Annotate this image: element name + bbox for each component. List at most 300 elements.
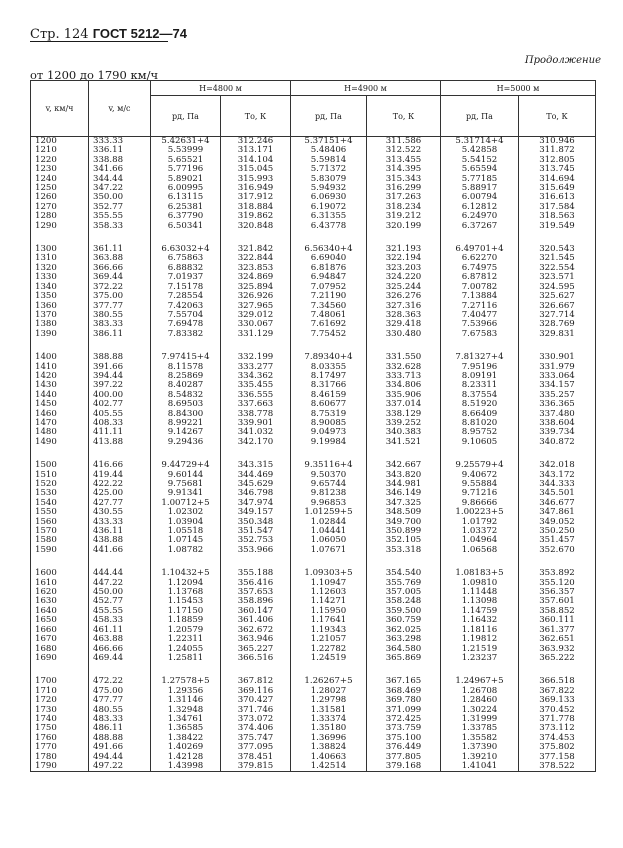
- cell-t-h4900: 368.469: [367, 687, 441, 696]
- cell-t-h4900: 342.667: [367, 461, 441, 470]
- cell-t-h4800: 327.965: [221, 302, 291, 311]
- cell-v-kmh: 1610: [31, 579, 89, 588]
- cell-v-kmh: 1320: [31, 264, 89, 273]
- header-rule: [30, 41, 168, 42]
- cell-v-kmh: 1420: [31, 372, 89, 381]
- table-row: [31, 438, 596, 447]
- cell-t-h4900: 365.869: [367, 654, 441, 663]
- cell-p-h4800: 1.08782: [151, 546, 221, 555]
- cell-p-h4900: 1.22782: [291, 645, 367, 654]
- cell-v-ms: 436.11: [89, 527, 151, 536]
- cell-p-h5000: 1.09810: [441, 579, 519, 588]
- cell-p-h4900: 1.09303+5: [291, 569, 367, 578]
- cell-p-h4900: 5.37151+4: [291, 137, 367, 147]
- cell-v-kmh: 1380: [31, 320, 89, 329]
- cell-t-h5000: 329.831: [519, 330, 596, 339]
- cell-v-kmh: 1690: [31, 654, 89, 663]
- cell-t-h5000: 323.571: [519, 273, 596, 282]
- cell-p-h5000: 8.95752: [441, 428, 519, 437]
- cell-p-h4800: 7.55704: [151, 311, 221, 320]
- cell-t-h4900: 343.820: [367, 471, 441, 480]
- cell-v-ms: 422.22: [89, 480, 151, 489]
- cell-p-h4900: 8.17497: [291, 372, 367, 381]
- cell-p-h4800: 8.40287: [151, 381, 221, 390]
- cell-p-h4800: 6.63032+4: [151, 245, 221, 254]
- cell-t-h4900: 360.759: [367, 616, 441, 625]
- header-p: pд, Па: [441, 96, 519, 137]
- cell-p-h5000: 1.39210: [441, 753, 519, 762]
- cell-t-h5000: 362.651: [519, 635, 596, 644]
- cell-t-h5000: 321.545: [519, 254, 596, 263]
- cell-t-h4800: 375.747: [221, 734, 291, 743]
- cell-p-h4900: 5.71372: [291, 165, 367, 174]
- cell-t-h4800: 335.455: [221, 381, 291, 390]
- cell-t-h4900: 376.449: [367, 743, 441, 752]
- cell-p-h4800: 1.40269: [151, 743, 221, 752]
- cell-p-h5000: 1.31999: [441, 715, 519, 724]
- cell-p-h4800: 1.36585: [151, 724, 221, 733]
- cell-p-h4800: 1.42128: [151, 753, 221, 762]
- cell-v-ms: 466.66: [89, 645, 151, 654]
- cell-v-kmh: 1780: [31, 753, 89, 762]
- cell-p-h4900: 7.89340+4: [291, 353, 367, 362]
- cell-p-h4900: 6.69040: [291, 254, 367, 263]
- gap-cell: [89, 447, 151, 461]
- cell-p-h4900: 1.42514: [291, 762, 367, 772]
- cell-p-h4900: 1.36996: [291, 734, 367, 743]
- cell-p-h5000: 1.26708: [441, 687, 519, 696]
- cell-t-h4800: 317.912: [221, 193, 291, 202]
- cell-p-h5000: 7.27116: [441, 302, 519, 311]
- cell-p-h4800: 5.89021: [151, 175, 221, 184]
- cell-p-h5000: 9.25579+4: [441, 461, 519, 470]
- cell-t-h4900: 372.425: [367, 715, 441, 724]
- cell-v-ms: 458.33: [89, 616, 151, 625]
- cell-t-h4900: 340.383: [367, 428, 441, 437]
- cell-t-h4800: 373.072: [221, 715, 291, 724]
- cell-v-ms: 469.44: [89, 654, 151, 663]
- cell-t-h5000: 352.670: [519, 546, 596, 555]
- cell-v-ms: 380.55: [89, 311, 151, 320]
- cell-t-h4900: 362.025: [367, 626, 441, 635]
- cell-t-h5000: 361.377: [519, 626, 596, 635]
- cell-t-h4900: 320.199: [367, 222, 441, 231]
- cell-p-h5000: 6.62270: [441, 254, 519, 263]
- cell-v-kmh: 1290: [31, 222, 89, 231]
- cell-v-kmh: 1400: [31, 353, 89, 362]
- cell-p-h4800: 5.77196: [151, 165, 221, 174]
- header-p: pд, Па: [291, 96, 367, 137]
- header-v-kmh: v, км/ч: [31, 81, 89, 137]
- cell-p-h5000: 1.23237: [441, 654, 519, 663]
- cell-t-h4800: 367.812: [221, 677, 291, 686]
- cell-p-h4900: 9.19984: [291, 438, 367, 447]
- cell-t-h5000: 342.018: [519, 461, 596, 470]
- cell-v-kmh: 1350: [31, 292, 89, 301]
- cell-t-h4900: 357.005: [367, 588, 441, 597]
- cell-t-h4800: 370.427: [221, 696, 291, 705]
- cell-v-ms: 447.22: [89, 579, 151, 588]
- cell-t-h4900: 327.316: [367, 302, 441, 311]
- cell-p-h4900: 7.75452: [291, 330, 367, 339]
- cell-t-h5000: 325.627: [519, 292, 596, 301]
- table-row: [31, 330, 596, 339]
- cell-t-h4900: 344.981: [367, 480, 441, 489]
- gap-cell: [291, 231, 367, 245]
- cell-p-h4900: 6.31355: [291, 212, 367, 221]
- cell-p-h4800: 5.53999: [151, 146, 221, 155]
- row-gap: [31, 663, 596, 677]
- cell-v-ms: 472.22: [89, 677, 151, 686]
- cell-t-h4800: 319.862: [221, 212, 291, 221]
- gap-cell: [221, 339, 291, 353]
- cell-t-h4900: 323.203: [367, 264, 441, 273]
- cell-t-h4900: 333.713: [367, 372, 441, 381]
- gap-cell: [367, 663, 441, 677]
- cell-v-ms: 461.11: [89, 626, 151, 635]
- cell-p-h5000: 1.08183+5: [441, 569, 519, 578]
- cell-v-ms: 425.00: [89, 489, 151, 498]
- cell-p-h4800: 1.18859: [151, 616, 221, 625]
- cell-v-ms: 438.88: [89, 536, 151, 545]
- cell-v-ms: 477.77: [89, 696, 151, 705]
- cell-v-ms: 391.66: [89, 363, 151, 372]
- cell-v-kmh: 1440: [31, 391, 89, 400]
- cell-p-h5000: 6.49701+4: [441, 245, 519, 254]
- cell-p-h4800: 6.13115: [151, 193, 221, 202]
- cell-v-kmh: 1250: [31, 184, 89, 193]
- cell-t-h4800: 339.901: [221, 419, 291, 428]
- cell-p-h5000: 8.81020: [441, 419, 519, 428]
- cell-p-h5000: 5.54152: [441, 156, 519, 165]
- cell-t-h4800: 323.853: [221, 264, 291, 273]
- cell-t-h4900: 329.418: [367, 320, 441, 329]
- cell-t-h5000: 377.158: [519, 753, 596, 762]
- cell-p-h5000: 1.03372: [441, 527, 519, 536]
- gap-cell: [221, 231, 291, 245]
- cell-p-h4900: 8.60677: [291, 400, 367, 409]
- cell-p-h5000: 5.42858: [441, 146, 519, 155]
- cell-p-h5000: 1.28460: [441, 696, 519, 705]
- cell-t-h4800: 312.246: [221, 137, 291, 147]
- cell-t-h4900: 373.759: [367, 724, 441, 733]
- cell-p-h4900: 1.17641: [291, 616, 367, 625]
- cell-p-h4800: 8.25869: [151, 372, 221, 381]
- cell-t-h4900: 364.580: [367, 645, 441, 654]
- cell-v-kmh: 1390: [31, 330, 89, 339]
- cell-v-kmh: 1590: [31, 546, 89, 555]
- cell-t-h5000: 346.677: [519, 499, 596, 508]
- cell-t-h5000: 330.901: [519, 353, 596, 362]
- cell-p-h4900: 6.19072: [291, 203, 367, 212]
- cell-v-ms: 475.00: [89, 687, 151, 696]
- cell-t-h4900: 321.193: [367, 245, 441, 254]
- cell-p-h4900: 5.94932: [291, 184, 367, 193]
- cell-p-h4900: 1.02844: [291, 518, 367, 527]
- cell-p-h4800: 6.88832: [151, 264, 221, 273]
- cell-t-h4800: 333.277: [221, 363, 291, 372]
- cell-v-kmh: 1220: [31, 156, 89, 165]
- cell-p-h5000: 6.00794: [441, 193, 519, 202]
- cell-t-h4900: 363.298: [367, 635, 441, 644]
- gap-cell: [441, 339, 519, 353]
- cell-p-h4900: 7.07952: [291, 283, 367, 292]
- row-gap: [31, 231, 596, 245]
- cell-p-h4800: 1.02302: [151, 508, 221, 517]
- cell-t-h5000: 314.694: [519, 175, 596, 184]
- cell-t-h4800: 318.884: [221, 203, 291, 212]
- cell-v-ms: 408.33: [89, 419, 151, 428]
- cell-v-kmh: 1470: [31, 419, 89, 428]
- cell-p-h4900: 7.48061: [291, 311, 367, 320]
- cell-t-h4800: 344.469: [221, 471, 291, 480]
- cell-t-h5000: 310.946: [519, 137, 596, 147]
- cell-p-h4800: 9.91341: [151, 489, 221, 498]
- cell-v-kmh: 1580: [31, 536, 89, 545]
- cell-t-h4800: 356.416: [221, 579, 291, 588]
- cell-v-kmh: 1680: [31, 645, 89, 654]
- cell-t-h4900: 347.325: [367, 499, 441, 508]
- cell-v-ms: 341.66: [89, 165, 151, 174]
- cell-p-h4900: 1.38824: [291, 743, 367, 752]
- cell-p-h4900: 6.81876: [291, 264, 367, 273]
- cell-v-ms: 450.00: [89, 588, 151, 597]
- cell-v-kmh: 1550: [31, 508, 89, 517]
- cell-t-h4800: 330.067: [221, 320, 291, 329]
- cell-p-h5000: 1.04964: [441, 536, 519, 545]
- cell-p-h4800: 7.69478: [151, 320, 221, 329]
- cell-t-h4900: 379.168: [367, 762, 441, 772]
- cell-v-ms: 419.44: [89, 471, 151, 480]
- cell-p-h4800: 5.42631+4: [151, 137, 221, 147]
- cell-v-kmh: 1240: [31, 175, 89, 184]
- cell-t-h5000: 335.257: [519, 391, 596, 400]
- cell-p-h4800: 1.22311: [151, 635, 221, 644]
- cell-v-kmh: 1560: [31, 518, 89, 527]
- cell-p-h4900: 9.04973: [291, 428, 367, 437]
- cell-t-h4800: 315.045: [221, 165, 291, 174]
- cell-p-h5000: 7.53966: [441, 320, 519, 329]
- table-row: [31, 222, 596, 231]
- cell-p-h5000: 7.95196: [441, 363, 519, 372]
- cell-v-kmh: 1480: [31, 428, 89, 437]
- atmosphere-table: [30, 80, 596, 772]
- cell-t-h4800: 379.815: [221, 762, 291, 772]
- gap-cell: [291, 663, 367, 677]
- cell-t-h5000: 371.778: [519, 715, 596, 724]
- cell-p-h4800: 6.75863: [151, 254, 221, 263]
- cell-t-h4900: 348.509: [367, 508, 441, 517]
- cell-p-h4900: 8.46159: [291, 391, 367, 400]
- cell-v-ms: 427.77: [89, 499, 151, 508]
- gap-cell: [151, 447, 221, 461]
- cell-p-h4900: 1.07671: [291, 546, 367, 555]
- cell-v-ms: 413.88: [89, 438, 151, 447]
- cell-t-h4900: 313.455: [367, 156, 441, 165]
- cell-t-h4900: 314.395: [367, 165, 441, 174]
- cell-t-h4800: 360.147: [221, 607, 291, 616]
- cell-p-h4800: 1.20579: [151, 626, 221, 635]
- cell-t-h4800: 332.199: [221, 353, 291, 362]
- cell-t-h4800: 337.663: [221, 400, 291, 409]
- cell-p-h4900: 1.10947: [291, 579, 367, 588]
- cell-t-h4800: 313.171: [221, 146, 291, 155]
- cell-v-ms: 494.44: [89, 753, 151, 762]
- cell-p-h4900: 6.56340+4: [291, 245, 367, 254]
- cell-v-ms: 397.22: [89, 381, 151, 390]
- header-group-h4900: H=4900 м: [291, 81, 441, 96]
- cell-p-h4800: 1.34761: [151, 715, 221, 724]
- cell-p-h4900: 1.24519: [291, 654, 367, 663]
- cell-t-h4800: 343.315: [221, 461, 291, 470]
- cell-p-h5000: 1.30224: [441, 706, 519, 715]
- cell-v-ms: 383.33: [89, 320, 151, 329]
- cell-p-h4900: 9.35116+4: [291, 461, 367, 470]
- cell-t-h4800: 378.451: [221, 753, 291, 762]
- cell-p-h4800: 1.38422: [151, 734, 221, 743]
- gap-cell: [31, 555, 89, 569]
- cell-v-ms: 497.22: [89, 762, 151, 772]
- cell-t-h4800: 371.746: [221, 706, 291, 715]
- cell-p-h4900: 1.04441: [291, 527, 367, 536]
- cell-v-kmh: 1540: [31, 499, 89, 508]
- gap-cell: [31, 339, 89, 353]
- cell-t-h5000: 363.932: [519, 645, 596, 654]
- cell-p-h4800: 1.43998: [151, 762, 221, 772]
- cell-v-kmh: 1280: [31, 212, 89, 221]
- cell-t-h4800: 349.157: [221, 508, 291, 517]
- table-row: [31, 762, 596, 772]
- cell-p-h4800: 9.60144: [151, 471, 221, 480]
- cell-p-h4800: 1.29356: [151, 687, 221, 696]
- cell-p-h5000: 1.18116: [441, 626, 519, 635]
- cell-t-h4900: 350.899: [367, 527, 441, 536]
- cell-v-ms: 369.44: [89, 273, 151, 282]
- cell-t-h5000: 357.601: [519, 597, 596, 606]
- cell-p-h4800: 7.97415+4: [151, 353, 221, 362]
- cell-t-h4900: 337.014: [367, 400, 441, 409]
- cell-t-h5000: 347.861: [519, 508, 596, 517]
- cell-t-h4800: 336.555: [221, 391, 291, 400]
- cell-v-kmh: 1660: [31, 626, 89, 635]
- cell-v-kmh: 1200: [31, 137, 89, 147]
- cell-v-ms: 388.88: [89, 353, 151, 362]
- cell-v-ms: 480.55: [89, 706, 151, 715]
- gap-cell: [291, 339, 367, 353]
- cell-v-ms: 344.44: [89, 175, 151, 184]
- cell-p-h4800: 1.10432+5: [151, 569, 221, 578]
- cell-p-h4900: 1.21057: [291, 635, 367, 644]
- cell-t-h4800: 325.894: [221, 283, 291, 292]
- cell-v-kmh: 1630: [31, 597, 89, 606]
- cell-t-h4800: 346.798: [221, 489, 291, 498]
- cell-t-h4800: 350.348: [221, 518, 291, 527]
- cell-t-h5000: 331.979: [519, 363, 596, 372]
- cell-t-h4800: 358.896: [221, 597, 291, 606]
- cell-v-ms: 491.66: [89, 743, 151, 752]
- cell-v-ms: 352.77: [89, 203, 151, 212]
- cell-v-kmh: 1760: [31, 734, 89, 743]
- cell-t-h4900: 353.318: [367, 546, 441, 555]
- gap-cell: [31, 231, 89, 245]
- header-t: Tо, К: [519, 96, 596, 137]
- cell-p-h4900: 1.33374: [291, 715, 367, 724]
- cell-t-h4800: 355.188: [221, 569, 291, 578]
- cell-p-h5000: 5.88917: [441, 184, 519, 193]
- cell-p-h5000: 7.67583: [441, 330, 519, 339]
- cell-t-h5000: 322.554: [519, 264, 596, 273]
- gap-cell: [291, 555, 367, 569]
- cell-t-h5000: 375.802: [519, 743, 596, 752]
- cell-p-h4800: 1.31146: [151, 696, 221, 705]
- cell-v-kmh: 1720: [31, 696, 89, 705]
- cell-t-h4900: 367.165: [367, 677, 441, 686]
- cell-v-ms: 402.77: [89, 400, 151, 409]
- cell-p-h4900: 5.59814: [291, 156, 367, 165]
- header-t: Tо, К: [221, 96, 291, 137]
- cell-p-h4800: 1.27578+5: [151, 677, 221, 686]
- cell-t-h5000: 353.892: [519, 569, 596, 578]
- cell-t-h4900: 318.234: [367, 203, 441, 212]
- cell-p-h4800: 8.84300: [151, 410, 221, 419]
- cell-t-h5000: 345.501: [519, 489, 596, 498]
- cell-p-h4800: 6.50341: [151, 222, 221, 231]
- cell-v-ms: 377.77: [89, 302, 151, 311]
- cell-t-h4900: 322.194: [367, 254, 441, 263]
- cell-p-h5000: 9.86666: [441, 499, 519, 508]
- cell-p-h5000: 9.55884: [441, 480, 519, 489]
- cell-p-h5000: 5.31714+4: [441, 137, 519, 147]
- cell-v-kmh: 1360: [31, 302, 89, 311]
- cell-v-ms: 455.55: [89, 607, 151, 616]
- cell-v-ms: 486.11: [89, 724, 151, 733]
- cell-p-h4800: 1.17150: [151, 607, 221, 616]
- cell-p-h5000: 9.71216: [441, 489, 519, 498]
- cell-p-h4900: 8.75319: [291, 410, 367, 419]
- cell-t-h5000: 319.549: [519, 222, 596, 231]
- cell-v-kmh: 1750: [31, 724, 89, 733]
- cell-v-kmh: 1370: [31, 311, 89, 320]
- cell-t-h5000: 360.111: [519, 616, 596, 625]
- cell-t-h4900: 334.806: [367, 381, 441, 390]
- cell-t-h5000: 315.649: [519, 184, 596, 193]
- cell-t-h5000: 312.805: [519, 156, 596, 165]
- cell-p-h5000: 1.13098: [441, 597, 519, 606]
- cell-p-h5000: 1.06568: [441, 546, 519, 555]
- cell-p-h4800: 9.44729+4: [151, 461, 221, 470]
- cell-t-h4800: 352.753: [221, 536, 291, 545]
- cell-t-h5000: 337.480: [519, 410, 596, 419]
- cell-p-h5000: 1.33785: [441, 724, 519, 733]
- cell-t-h4800: 314.104: [221, 156, 291, 165]
- gap-cell: [519, 447, 596, 461]
- cell-t-h5000: 317.584: [519, 203, 596, 212]
- cell-v-ms: 386.11: [89, 330, 151, 339]
- cell-t-h4800: 341.032: [221, 428, 291, 437]
- cell-p-h4900: 9.50370: [291, 471, 367, 480]
- cell-v-ms: 430.55: [89, 508, 151, 517]
- cell-t-h4800: 324.869: [221, 273, 291, 282]
- cell-t-h4900: 325.244: [367, 283, 441, 292]
- cell-p-h4800: 1.07145: [151, 536, 221, 545]
- gap-cell: [89, 231, 151, 245]
- row-gap: [31, 555, 596, 569]
- cell-v-kmh: 1230: [31, 165, 89, 174]
- cell-p-h4800: 9.14267: [151, 428, 221, 437]
- cell-p-h5000: 7.13884: [441, 292, 519, 301]
- cell-t-h5000: 311.872: [519, 146, 596, 155]
- cell-t-h4800: 361.406: [221, 616, 291, 625]
